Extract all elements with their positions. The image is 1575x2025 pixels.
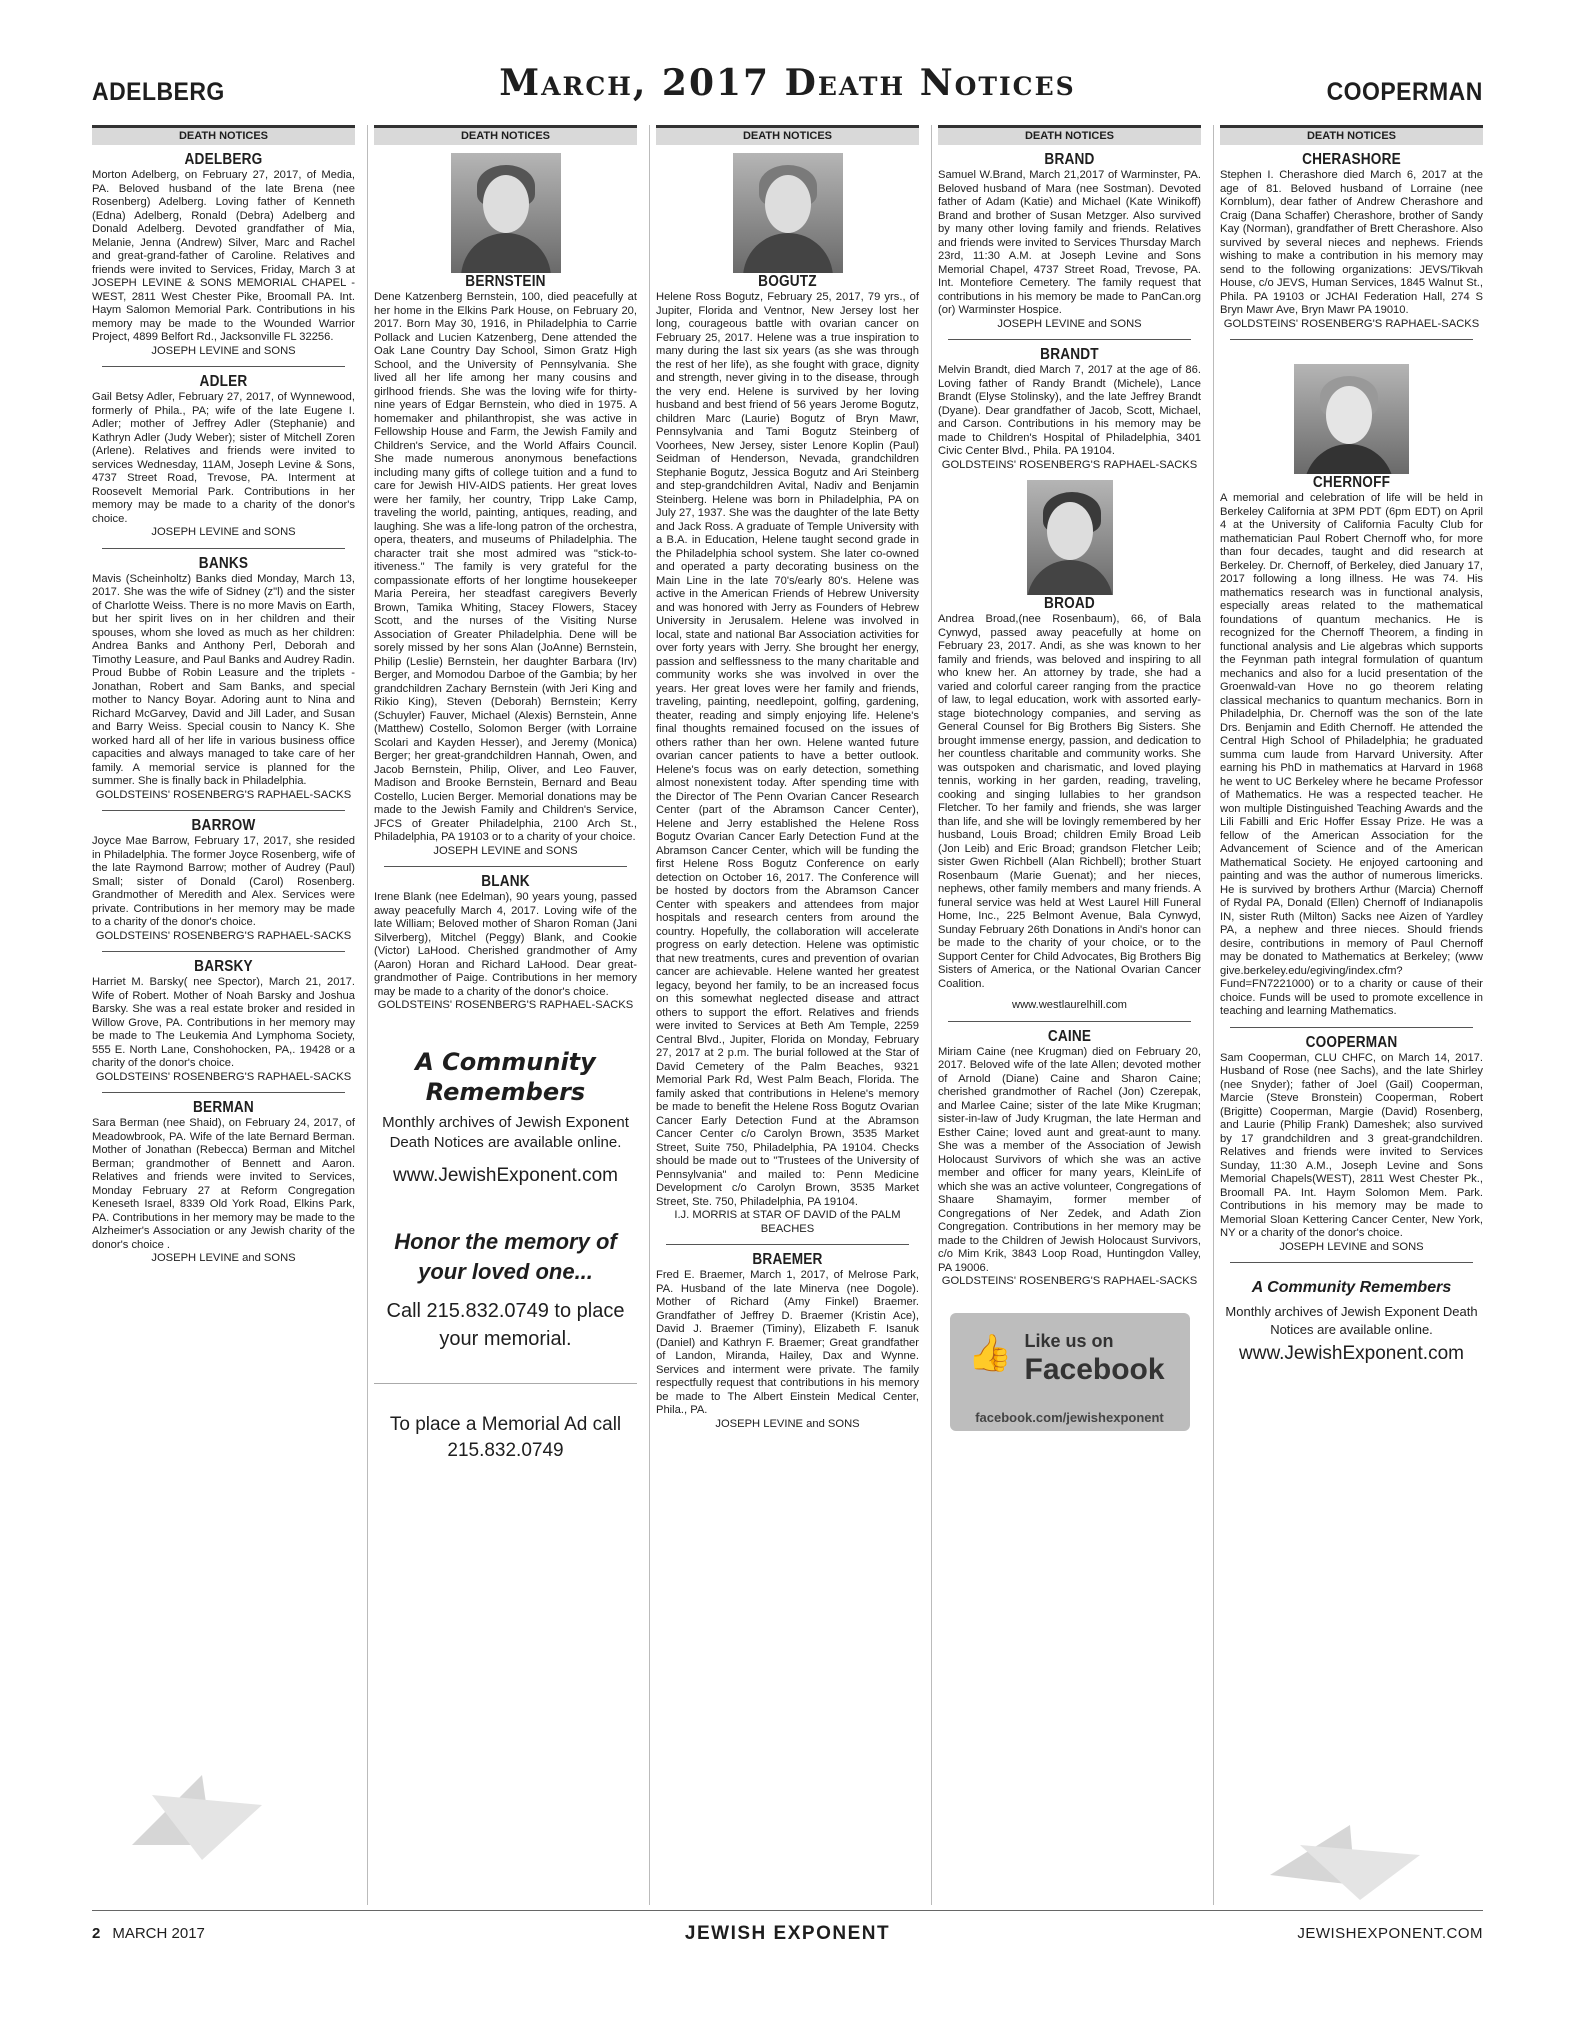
divider [948, 339, 1191, 340]
notice-body: Helene Ross Bogutz, February 25, 2017, 79 yrs., of Jupiter, Florida and Ventnor, New Jersey lost her long, courageous battle with ovarian cancer on February 25, 2017. Helene was a true inspiration to many during the last six years (as she was through the rest of her life), as she fought with grace, dignity and strength, never giving in to the disease, through the very end. Helene is survived by her loving husband and best friend of 56 years Jerome Bogutz, children Marc (Laurie) Bogutz of Bryn Mawr, Pennsylvania and Tami Bogutz Steinberg of Voorhees, New Jersey, sister Lenore Koplin (Paul) Seidman of Henderson, Nevada, grandchildren Stephanie Bogutz, Jessica Bogutz and Ari Steinberg and step-grandchildren Avital, Nadiv and Benjamin Steinberg. Helene was born in Philadelphia, PA on July 27, 1937. She was the daughter of the late Betty and Jack Ross. A graduate of Temple University with a B.A. in Education, Helene taught second grade in the Philadelphia school system. She later co-owned and operated a party decorating business on the Main Line in the late 70's/early 80's. Helene was active in the American Friends of Hebrew University and was honored with Jerry as Founders of Hebrew University in Jerusalem. Helene was involved in local, state and national Bar Association activities for over forty years with Jerry. She brought her energy, passion and selflessness to the many charitable and community works she was involved in over the years. Her great loves were her family and friends, traveling, painting, needlepoint, golfing, gardening, theater, reading and simply enjoying life. Helene's final thoughts remained focused on the issues of others rather than her own. Helene wanted future ovarian cancer patients to have a better outlook. Helene's focus was on early detection, something almost nonexistent today. After spending time with the Director of The Penn Ovarian Cancer Research Center (part of the Abramson Cancer Center), Helene and Jerry established the Helene Ross Bogutz Ovarian Cancer Early Detection Fund at the Abramson Cancer Center, which will be funding the first Helene Ross Bogutz Conference on early detection on October 16, 2017. The Conference will be hosted by doctors from the Abramson Cancer Center with speakers and attendees from major hospitals and research centers from around the country. Hopefully, the collaboration will accelerate progress on early detection. Helene was optimistic that new treatments, cures and prevention of ovarian cancer are achievable. Helene wanted her greatest legacy, beyond her family, to be an increased focus on this somewhat neglected disease and attract others to support the effort. Relatives and friends were invited to Services at Beth Am Temple, 2259 Central Blvd., Jupiter, Florida on Monday, February 27, 2017 at 2 p.m. The burial followed at the Star of David Cemetery of the Palm Beaches, 9321 Memorial Park Rd, West Palm Beach, Florida. The family asked that contributions in Helene's memory be made to benefit the Helene Ross Bogutz Ovarian Cancer Early Detection Fund at the Abramson Cancer Center c/o Carolyn Brown, 3535 Market Street, Suite 750, Philadelphia, PA 19104. Checks should be made out to "Trustees of the University of Pennsylvania" and mailed to: Penn Medicine Development c/o Carolyn Brown, 3535 Market Street, Ste. 750, Philadelphia, PA 19104. [656, 291, 919, 1208]
divider [102, 366, 345, 367]
issue-date: MARCH 2017 [112, 1925, 205, 1942]
notice-name: COOPERMAN [1305, 1033, 1398, 1051]
notice-body: Irene Blank (nee Edelman), 90 years young, passed away peacefully March 4, 2017. Loving wife of the late William; Beloved mother of Sharon Roman (Jani Silverberg), Mitchel (Peggy) Blank, and Cookie (Victor) LaHood. Cherished grandmother of Amy (Aaron) Horan and Richard LaHood. Dear great-grandmother of Paige. Contributions in her memory may be made to a charity of the donor's choice. [374, 891, 637, 998]
notice-brand [938, 151, 1201, 331]
notice-name: BROAD [1044, 595, 1095, 612]
funeral-home: GOLDSTEINS' ROSENBERG'S RAPHAEL-SACKS [1223, 317, 1480, 330]
notice-bogutz [656, 273, 919, 1236]
column-label: DEATH NOTICES [656, 125, 919, 145]
star-of-david-icon [1260, 1805, 1430, 1905]
notice-name: BARSKY [194, 958, 253, 975]
notice-name: BARROW [191, 817, 256, 834]
notice-body: Morton Adelberg, on February 27, 2017, of Media, PA. Beloved husband of the late Brena (nee Rosenberg) Adelberg. Loving father of Kenneth (Edna) Adelberg, Ronald (Debra) Adelberg and Donald Adelberg. Devoted grandfather of Mia, Melanie, Jenna (Andrew) Silver, Marc and Rachel and great-grand-father of Caroline. Relatives and friends were invited to Services, Friday, March 3 at JOSEPH LEVINE & SONS MEMORIAL CHAPEL - WEST, 2811 West Chester Pike, Broomall PA. Int. Haym Salomon Memorial Park. Contributions in his memory may be made to the Wounded Warrior Project, 4899 Belfort Rd., Jacksonville FL 32256. [92, 169, 355, 343]
funeral-home: JOSEPH LEVINE and SONS [151, 526, 296, 538]
ad-url-link[interactable]: www.JewishExponent.com [393, 1164, 618, 1186]
column-2 [374, 125, 637, 1905]
funeral-home: JOSEPH LEVINE and SONS [715, 1417, 860, 1430]
divider [1230, 1027, 1473, 1028]
ad-subtitle: Monthly archives of Jewish Exponent Death Notices are available online. [382, 1113, 629, 1151]
notice-adelberg [92, 151, 355, 358]
column-5 [1220, 125, 1483, 1905]
notice-name: BERNSTEIN [465, 273, 546, 290]
column-divider [931, 125, 932, 1905]
notice-chernoff [1220, 474, 1483, 1019]
honor-memory-ad [374, 1227, 637, 1353]
page-footer [92, 1910, 1483, 1951]
notice-cooperman [1220, 1034, 1483, 1255]
divider [102, 548, 345, 549]
notice-body: Sam Cooperman, CLU CHFC, on March 14, 2017. Husband of Rose (nee Sachs), and the late Shirley (nee Snyder); father of Joel (Gail) Cooperman, Marcie (Steve Bronstein) Cooperman, Robert (Brigitte) Cooperman, Margie (David) Rosenberg, and Laurie (Philip Frank) Dameshek; also survived by 17 grandchildren and 3 great-grandchildren. Relatives and friends were invited to Services Sunday, 11:30 A.M., Joseph Levine and Sons Memorial Chapels(WEST), 2811 West Chester Pk., Broomall PA. Int. Haym Solomon Mem. Park. Contributions in his memory may be made to Memorial Sloan Kettering Cancer Center, New York, NY or a charity of the donor's choice. [1220, 1051, 1483, 1239]
notice-barsky [92, 958, 355, 1084]
notice-broad [938, 595, 1201, 1013]
funeral-home: GOLDSTEINS' ROSENBERG'S RAPHAEL-SACKS [95, 1070, 352, 1083]
facebook-brand: Facebook [1024, 1352, 1165, 1386]
ad-url-link[interactable]: www.JewishExponent.com [1239, 1343, 1464, 1364]
funeral-home: JOSEPH LEVINE and SONS [151, 344, 296, 357]
ad-subtitle: Monthly archives of Jewish Exponent Death Notices are available online. [1225, 1304, 1478, 1337]
funeral-home: JOSEPH LEVINE and SONS [433, 844, 578, 857]
notice-body: Gail Betsy Adler, February 27, 2017, of Wynnewood, formerly of Phila., PA; wife of the late Eugene I. Adler; mother of Jeffrey Adler (Stephanie) and Kathryn Adler (Judy Weber); sister of Mitchell Zoren (Arlene). Relatives and friends were invited to services Wednesday, 11AM, Joseph Levine & Sons, 4737 Street Road, Trevose, PA. Interment at Roosevelt Memorial Park. Contributions in her memory may be made to a charity of the donor's choice. [92, 391, 355, 525]
notice-body: Samuel W.Brand, March 21,2017 of Warminster, PA. Beloved husband of Mara (nee Sostman). Devoted father of Adam (Katie) and Michael (Kate Winikoff) Brand and brother of Susan Metzger. Also survived by many other loving family and friends. Relatives and friends were invited to Services Thursday March 23rd, 11:30 A.M. at Joseph Levine and Sons Memorial Chapel, 4737 Street Road, Trevose, PA. Int. Montefiore Cemetery. The family request that contributions in his memory be made to PanCan.org (or) Warminster Hospice. [938, 169, 1201, 316]
page-title: March, 2017 Death Notices [499, 62, 1076, 104]
divider [948, 1021, 1191, 1022]
column-label: DEATH NOTICES [938, 125, 1201, 145]
notice-body: Mavis (Scheinholtz) Banks died Monday, March 13, 2017. She was the wife of Sidney (z"l) and the sister of Charlotte Weiss. There is no more Mavis on Earth, but her spirit lives on in her children and their spouses, whom she loved as much as her children: Andrea Banks and Anthony Perl, Deborah and Timothy Leasure, and Paul Banks and Audrey Radin. Proud Bubbe of Robin Leasure and the triplets - Jonathan, Robert and Sam Banks, and special mother to Nancy Boyar. Adoring aunt to Nina and Richard McGarvey, David and Jill Lader, and Susan and Barry Weiss. Special cousin to Nancy K. She worked hard all of her life in various business office capacities and always managed to take care of her family. A memorial service is planned for the summer. She is finally back in Philadelphia. [92, 572, 355, 787]
notice-bernstein [374, 273, 637, 858]
notice-caine [938, 1028, 1201, 1289]
notice-braemer [656, 1251, 919, 1431]
notice-name: ADLER [199, 373, 248, 390]
columns [92, 125, 1483, 1905]
star-of-david-icon [112, 1765, 282, 1865]
page-header [92, 60, 1483, 120]
funeral-home: GOLDSTEINS' ROSENBERG'S RAPHAEL-SACKS [941, 458, 1198, 471]
divider [102, 951, 345, 952]
ad-phone-text: Call 215.832.0749 to place your memorial. [386, 1299, 625, 1350]
notice-body: Miriam Caine (nee Krugman) died on February 20, 2017. Beloved wife of the late Allen; devoted mother of Arnold (Diane) Caine and Sharon Caine; cherished grandmother of Rachel (Jon) Czerepak, and Marlee Caine; sister of the late Mike Krugman; sister-in-law of Judy Krugman, the late Herman and Esther Caine; loved aunt and great-aunt to many. She was a member of the Association of Jewish Holocaust Survivors of which she was an active member and officer for many years, KleinLife of which she was an active volunteer, Congregations of Shaare Shamayim, former member of Congregations of Ner Zedek, and Adath Zion Congregation. Contributions in her memory may be made to the Children of Jewish Holocaust Survivors, c/o Mim Krik, 3843 Loop Road, Huntingdon Valley, PA 19006. [938, 1045, 1201, 1274]
funeral-home: GOLDSTEINS' ROSENBERG'S RAPHAEL-SACKS [377, 999, 634, 1011]
funeral-home-link[interactable]: www.westlaurelhill.com [1011, 999, 1127, 1011]
divider [1230, 1262, 1473, 1263]
column-label: DEATH NOTICES [374, 125, 637, 145]
column-divider [367, 125, 368, 1905]
portrait-photo [1027, 480, 1113, 595]
ad-title: A Community Remembers [415, 1047, 596, 1106]
notice-body: A memorial and celebration of life will be held in Berkeley California at 3PM PDT (6pm EDT) on April 4 at the University of California Faculty Club for mathematician Paul Robert Chernoff who, for more than four decades, taught and did research at Berkeley. Dr. Chernoff, of Berkeley, died January 17, 2017 following a long illness. He was 74. His mathematics research was in functional analysis, especially areas related to the mathematical foundations of quantum mechanics. He is recognized for the Chernoff Theorem, a finding in functional analysis and Lie algebras which supports the Feynman path integral formulation of quantum mechanics and also for a lucid presentation of the Groenwald-van Hove no go theorem relating classical mechanics to quantum mechanics. Born in Philadelphia, Dr. Chernoff was the son of the late Drs. Benjamin and Edith Chernoff. He attended the Central High School of Philadelphia; he graduated summa cum laude from Harvard University. After earning his PhD in mathematics at Harvard in 1968 he went to UC Berkeley where he became Professor of Mathematics. He was a respected teacher. He won multiple Distinguished Teaching Awards and the Lili Fabilli and Eric Hoffer Essay Prize. He was a fellow of the American Association for the Advancement of Science and of the American Mathematical Society. He enjoyed cartooning and painting and was the author of numerous limericks. He is survived by brothers Arthur (Marcia) Chernoff of Rydal PA, Donald (Ellen) Chernoff of Indianapolis IN, sister Ruth (Milton) Sacks nee Aizen of Yardley PA, a nephew and three nieces. Should friends desire, contributions in memory of Paul Chernoff may be donated to Mathematics at Berkeley; (www give.berkeley.edu/egiving/index.cfm?Fund=FN7221000) or to a charity or cause of their choice. Funds will be used to promote excellence in teaching and learning Mathematics. [1220, 492, 1483, 1017]
ad-title: Honor the memory of your loved one... [394, 1228, 617, 1284]
facebook-like-text: Like us on [1024, 1330, 1114, 1351]
notice-name: ADELBERG [184, 151, 263, 168]
website-link[interactable]: JEWISHEXPONENT.COM [1297, 1925, 1483, 1942]
notice-body: Sara Berman (nee Shaid), on February 24, 2017, of Meadowbrook, PA. Wife of the late Bernard Berman. Mother of Jonathan (Rebecca) Berman and Mitchel Berman; grandmother of Bennett and Aaron. Relatives and friends were invited to Services, Monday February 27 at Reform Congregation Keneseth Israel, 8339 Old York Road, Elkins Park, PA. Contributions in her memory may be made to the Alzheimer's Association or any Jewish charity of the donor's choice . [92, 1117, 355, 1251]
community-remembers-small-ad [1220, 1279, 1483, 1365]
notice-blank [374, 873, 637, 1013]
notice-banks [92, 555, 355, 803]
funeral-home: JOSEPH LEVINE and SONS [151, 1252, 296, 1264]
notice-body: Joyce Mae Barrow, February 17, 2017, she resided in Philadelphia. The former Joyce Rosenberg, wife of the late Raymond Barrow; mother of Audrey (Paul) Small; sister of Donald (Carol) Rosenberg. Grandmother of Meredith and Alex. Services were private. Contributions in her memory may be made to a charity of the donor's choice. [92, 835, 355, 928]
notice-cherashore [1220, 151, 1483, 331]
portrait-photo [451, 153, 561, 273]
funeral-home: JOSEPH LEVINE and SONS [997, 317, 1142, 330]
header-right-guide: COOPERMAN [1326, 78, 1483, 106]
notice-berman [92, 1099, 355, 1266]
funeral-home: I.J. MORRIS at STAR OF DAVID of the PALM BEACHES [674, 1209, 901, 1235]
column-divider [1213, 125, 1214, 1905]
notice-adler [92, 373, 355, 540]
column-1 [92, 125, 355, 1905]
notice-body: Harriet M. Barsky( nee Spector), March 21, 2017. Wife of Robert. Mother of Noah Barsky and Joshua Barsky. She was a real estate broker and resided in Willow Grove, PA. Contributions in her memory may be made to The Leukemia And Lymphoma Society, 555 E. North Lane, Conshohocken, PA,. 19428 or a charity of the donor's choice. [92, 976, 355, 1069]
column-4 [938, 125, 1201, 1905]
notice-name: CHERNOFF [1312, 474, 1391, 491]
notice-body: Andrea Broad,(nee Rosenbaum), 66, of Bala Cynwyd, passed away peacefully at home on February 23, 2017. Andi, as she was known to her family and friends, was beloved and inspiring to all who knew her. An attorney by trade, she had a varied and colorful career ranging from the practice of law, to legal education, work with assorted early-stage biotechnology companies, and serving as General Counsel for Big Brothers Big Sisters. She brought immense energy, passion, and dedication to her countless charitable and community works. She was outspoken and charismatic, and loved playing tennis, working in her garden, reading, traveling, cooking and singing lullabies to her grandson Fletcher. To her family and friends, she was larger than life, and she will be lovingly remembered by her husband, Louis Broad; children Emily Broad Leib (Jon Leib) and Eric Broad; grandson Fletcher Leib; sister Gwen Richbell (Alan Richbell); brother Stuart Rosenbaum (Marie Guenat); and her nieces, nephews, other family members and many friends. A funeral service was held at West Laurel Hill Funeral Home, Inc., 225 Belmont Avenue, Bala Cynwyd, Sunday February 26th Donations in Andi's honor can be made to the charity of your choice, or to the Support Center for Child Advocates, Big Brothers Big Sisters of America, or the National Ovarian Cancer Coalition. [938, 613, 1201, 990]
notice-name: BERMAN [193, 1099, 254, 1116]
notice-barrow [92, 817, 355, 943]
divider [666, 1244, 909, 1245]
notice-body: Fred E. Braemer, March 1, 2017, of Melrose Park, PA. Husband of the late Minerva (nee Dogole). Mother of Richard (Amy Finkel) Braemer. Grandfather of Jeffrey D. Braemer (Kristin Ace), David J. Braemer (Timiny), Elizabeth F. Isanuk (Daniel) and Kathryn F. Braemer; Great grandfather of Landon, Miranda, Hailey, Dax and Wynne. Services and interment were private. The family respectfully request that contributions in his memory be made to The Albert Einstein Medical Center, Phila., PA. [656, 1269, 919, 1416]
notice-name: CHERASHORE [1302, 151, 1401, 168]
divider [102, 1092, 345, 1093]
community-remembers-ad [374, 1047, 637, 1187]
column-label: DEATH NOTICES [1220, 125, 1483, 145]
column-label: DEATH NOTICES [92, 125, 355, 145]
facebook-url-link[interactable]: facebook.com/jewishexponent [975, 1409, 1164, 1425]
notice-name: BOGUTZ [758, 273, 817, 290]
page-number: 2 [92, 1925, 101, 1942]
portrait-photo [1294, 364, 1409, 474]
notice-name: BRANDT [1040, 346, 1099, 363]
notice-name: BANKS [198, 554, 249, 572]
funeral-home: GOLDSTEINS' ROSENBERG'S RAPHAEL-SACKS [95, 788, 352, 801]
divider [102, 810, 345, 811]
portrait-photo [733, 153, 843, 273]
column-3 [656, 125, 919, 1905]
notice-body: Stephen I. Cherashore died March 6, 2017 at the age of 81. Beloved husband of Lorraine (nee Kornblum), dear father of Andrew Cherashore and Craig (Dana Schaffer) Cherashore, brother of Sandy Kay (Norman), grandfather of Brett Cherashore. Also survived by several nieces and nephews. Friends wishing to make a contribution in his memory may send to the following organizations: JEVS/Tikvah House, c/o JEVS, Human Services, 1845 Walnut St., Phila. PA 19103 or JCHAI Federation Hall, 274 S Bryn Mawr Ave, Bryn Mawr PA 19010. [1220, 169, 1483, 316]
divider [384, 866, 627, 867]
funeral-home: JOSEPH LEVINE and SONS [1279, 1240, 1424, 1253]
notice-name: BLANK [481, 873, 530, 890]
column-divider [649, 125, 650, 1905]
publication-name: JEWISH EXPONENT [684, 1923, 891, 1944]
divider [1230, 339, 1473, 340]
thumbs-up-icon: 👍 [967, 1331, 1013, 1373]
notice-body: Dene Katzenberg Bernstein, 100, died peacefully at her home in the Elkins Park House, on February 20, 2017. Born May 30, 1916, in Philadelphia to Carrie Pollack and Lucien Katzenberg, Dene attended the Oak Lane Country Day School, Simon Gratz High School, and the University of Pennsylvania. She lived all her life among her many cousins and girlhood friends. She was the loving wife for thirty-nine years of Edgar Bernstein, who died in 1975. A homemaker and philanthropist, she was active in Fellowship House and Farm, the Jewish Family and Children's Service, and the World Affairs Council. She made numerous anonymous benefactions including many gifts of college tuition and a fund to care for Jewish HIV-AIDS patients. Her great loves were her family, her country, Tripp Lake Camp, traveling the world, painting, antiques, reading, and laughing. She was a life-long patron of the orchestra, opera, theaters, and museums of Philadelphia. The character trait she most admired was "stick-to-itiveness." The family is very grateful for the compassionate efforts of her longtime housekeeper Maria Pereira, her steadfast caregivers Beverly Brown, Tamika Whiting, Stacey Flowers, Stacey Scott, and the nurses of the Visiting Nurse Association of Greater Philadelphia. Dene will be sorely missed by her sons Alan (JoAnne) Bernstein, Philip (Leslie) Bernstein, her daughter Barbara (Irv) Berger, and Momodou Darboe of the Gambia; by her grandchildren Zachary Bernstein (with Jeri King and Rikio King), Steven (Deborah) Bernstein; Kerry (Schuyler) Fauver, Michael (Alexis) Bernstein, Anne (Matthew) Costello, Solomon Berger (with Lorraine Scolari and Kayden Hesser), and Jeremy (Monica) Berger; her great-grandchildren Hannah, Owen, and Jacob Bernstein, Philip, Oliver, and Leo Fauver, Madison and Brooke Bernstein, Bernard and Beau Costello, Lucien Berger. Memorial donations may be made to the Jewish Family and Children's Service, JFCS of Greater Philadelphia, 2100 Arch St., Philadelphia, PA 19103 or to a charity of your choice. [374, 291, 637, 843]
facebook-ad[interactable] [950, 1313, 1190, 1431]
funeral-home: GOLDSTEINS' ROSENBERG'S RAPHAEL-SACKS [95, 929, 352, 942]
memorial-ad-text: To place a Memorial Ad call 215.832.0749 [374, 1383, 637, 1464]
notice-name: CAINE [1047, 1027, 1092, 1045]
ad-title: A Community Remembers [1251, 1279, 1452, 1296]
funeral-home: GOLDSTEINS' ROSENBERG'S RAPHAEL-SACKS [941, 1275, 1198, 1287]
notice-brandt [938, 346, 1201, 472]
notice-body: Melvin Brandt, died March 7, 2017 at the age of 86. Loving father of Randy Brandt (Michele), Lance Brandt (Elyse Stolinsky), and the late Jeffrey Brandt (Dyane). Dear grandfather of Jacob, Scott, Michael, and Carson. Contributions in his memory may be made to Children's Hospital of Philadelphia, 3401 Civic Center Blvd., Phila. PA 19104. [938, 364, 1201, 457]
header-left-guide: ADELBERG [92, 78, 225, 106]
notice-name: BRAEMER [752, 1251, 823, 1268]
notice-name: BRAND [1044, 151, 1095, 168]
